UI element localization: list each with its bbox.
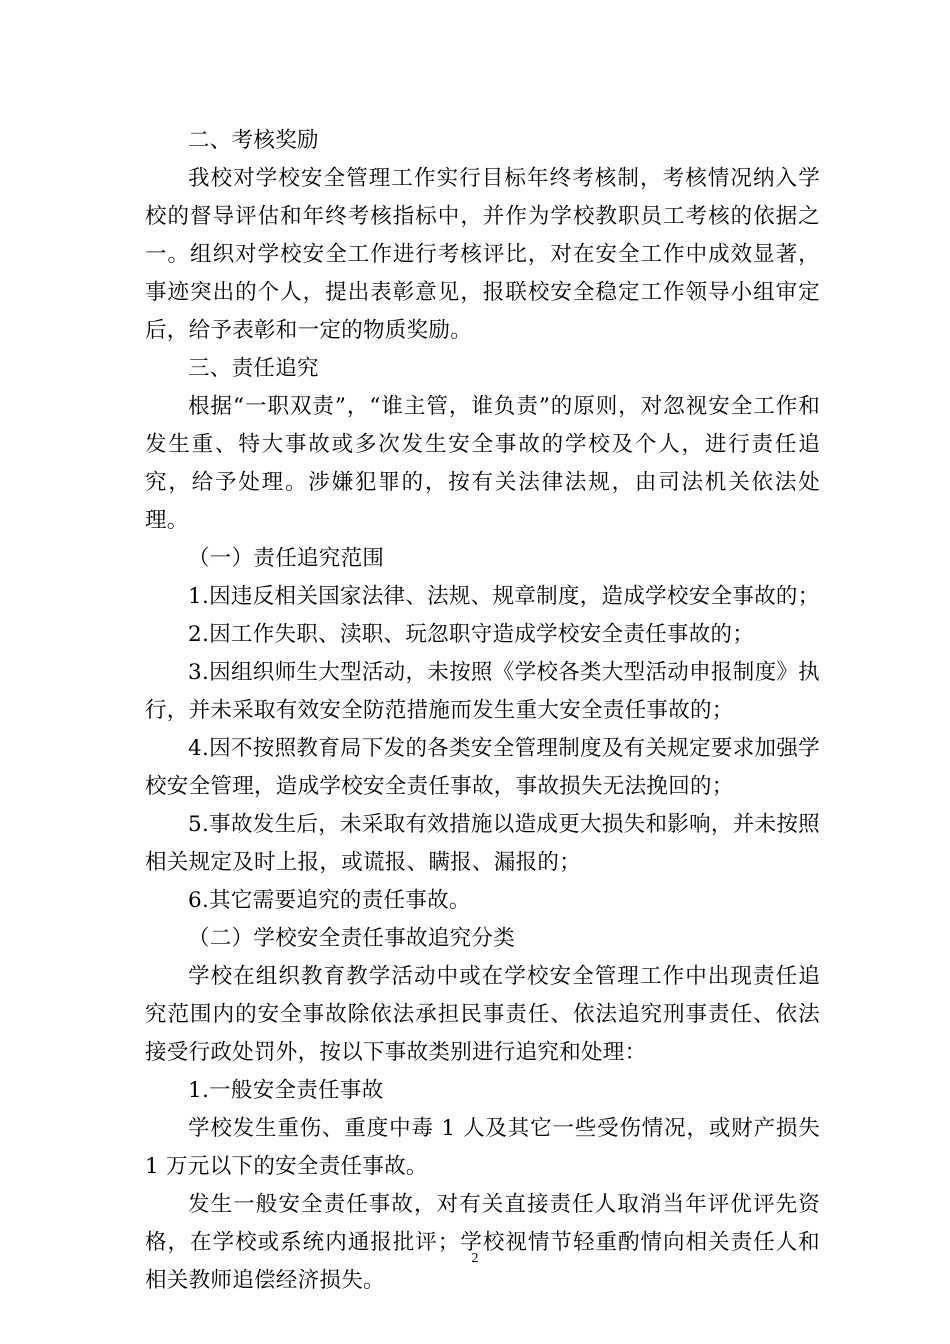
paragraph-general-accident-handling: 发生一般安全责任事故，对有关直接责任人取消当年评优评先资格，在学校或系统内通报批评；学校视情节轻重酌情向相关责任人和相关教师追偿经济损失。 <box>145 1192 820 1293</box>
list-item-scope-2: 2.因工作失职、渎职、玩忽职守造成学校安全责任事故的； <box>188 622 755 647</box>
section-heading-assessment-rewards: 二、考核奖励 <box>188 128 319 153</box>
list-item-scope-6: 6.其它需要追究的责任事故。 <box>188 888 471 913</box>
list-item-scope-3: 3.因组织师生大型活动，未按照《学校各类大型活动申报制度》执行，并未采取有效安全防范措施而发生重大安全责任事故的； <box>145 660 820 723</box>
list-item-scope-4: 4.因不按照教育局下发的各类安全管理制度及有关规定要求加强学校安全管理，造成学校安全责任事故，事故损失无法挽回的； <box>145 736 820 799</box>
paragraph-classification-intro: 学校在组织教育教学活动中或在学校安全管理工作中出现责任追究范围内的安全事故除依法承担民事责任、依法追究刑事责任、依法接受行政处罚外，按以下事故类别进行追究和处理： <box>145 964 820 1065</box>
paragraph-accountability-principle: 根据“一职双责”，“谁主管，谁负责”的原则，对忽视安全工作和发生重、特大事故或多次发生安全事故的学校及个人，进行责任追究，给予处理。涉嫌犯罪的，按有关法律法规，由司法机关依法处理。 <box>145 394 820 533</box>
document-body <box>145 122 820 1300</box>
subsection-heading-classification: （二）学校安全责任事故追究分类 <box>188 926 516 951</box>
list-item-scope-5: 5.事故发生后，未采取有效措施以造成更大损失和影响，并未按照相关规定及时上报，或谎报、瞒报、漏报的； <box>145 812 820 875</box>
page-number: 2 <box>471 1251 479 1266</box>
paragraph-assessment-system: 我校对学校安全管理工作实行目标年终考核制，考核情况纳入学校的督导评估和年终考核指标中，并作为学校教职员工考核的依据之一。组织对学校安全工作进行考核评比，对在安全工作中成效显著，事迹突出的个人，提出表彰意见，报联校安全稳定工作领导小组审定后，给予表彰和一定的物质奖励。 <box>145 166 820 343</box>
section-heading-accountability: 三、责任追究 <box>188 356 319 381</box>
item-heading-general-accident: 1.一般安全责任事故 <box>188 1078 384 1103</box>
list-item-scope-1: 1.因违反相关国家法律、法规、规章制度，造成学校安全事故的； <box>188 584 820 609</box>
subsection-heading-scope: （一）责任追究范围 <box>188 546 385 571</box>
paragraph-general-accident-definition: 学校发生重伤、重度中毒 1 人及其它一些受伤情况，或财产损失 1 万元以下的安全责任事故。 <box>145 1116 820 1179</box>
